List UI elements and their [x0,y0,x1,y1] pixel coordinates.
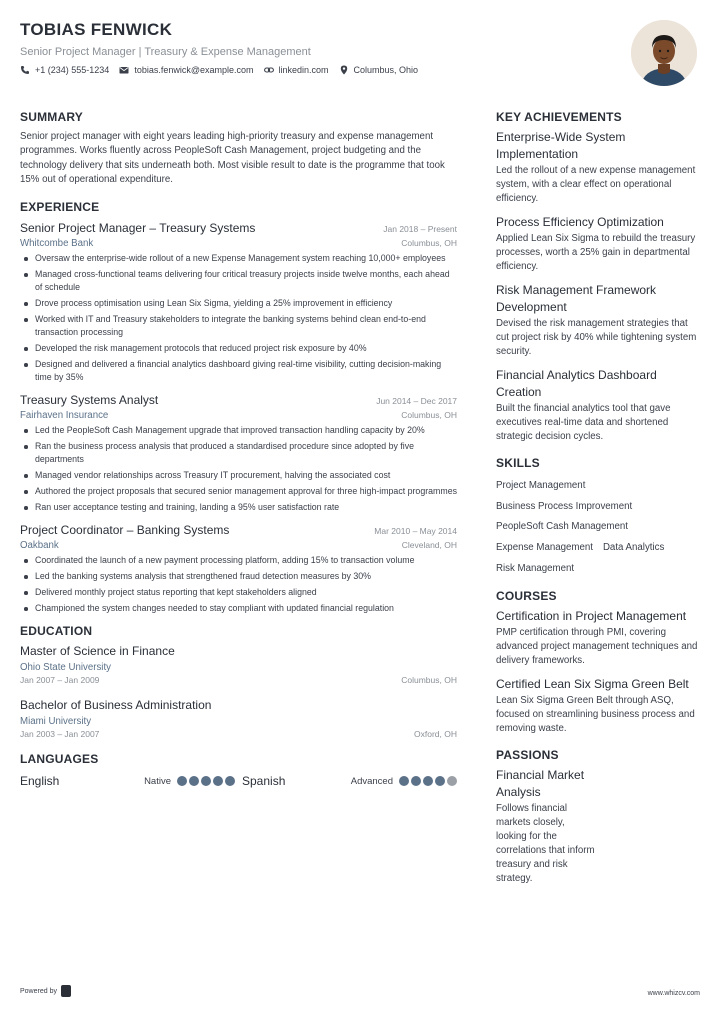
job-location: Columbus, OH [401,410,457,421]
rating-dot-filled [411,776,421,786]
powered-by-label: Powered by [20,987,57,995]
candidate-name: TOBIAS FENWICK [20,20,173,39]
achievement-item [496,214,702,274]
skill-item: PeopleSoft Cash Management [496,521,628,533]
bullet-item: Worked with IT and Treasury stakeholders to integrate the banking systems behind clean end-to-end transaction processing [20,313,457,339]
rating-dot-filled [225,776,235,786]
rating-dot-empty [447,776,457,786]
edu-degree: Master of Science in Finance [20,644,175,659]
job-company: Fairhaven Insurance [20,410,109,422]
passions-heading: PASSIONS [496,747,559,762]
languages-list [20,774,457,788]
bullet-item: Designed and delivered a financial analytics dashboard giving real-time visibility, cutting decision-making time by 35% [20,358,457,384]
language-rating [399,776,457,786]
course-item [496,676,702,736]
edu-location: Columbus, OH [401,675,457,686]
achievement-title: Enterprise-Wide System Implementation [496,130,626,161]
link-icon [264,65,274,75]
bullet-item: Delivered monthly project status reporting that kept stakeholders aligned [20,586,457,599]
edu-school: Ohio State University [20,662,111,674]
language-item [242,774,457,788]
job-bullets [20,252,457,384]
rating-dot-filled [189,776,199,786]
achievement-desc: Built the financial analytics tool that gave executives real-time data and shortened strategic decision cycles. [496,403,671,442]
contact-phone[interactable] [20,65,109,75]
passion-item [496,767,596,886]
bullet-item: Managed cross-functional teams delivering four critical treasury projects inside twelve months, each ahead of schedule [20,268,457,294]
contact-phone-text: +1 (234) 555-1234 [35,65,110,75]
candidate-subtitle: Senior Project Manager | Treasury & Expense Management [20,46,311,58]
job-date: Jun 2014 – Dec 2017 [376,396,457,407]
achievement-desc: Led the rollout of a new expense management system, with a clear effect on operational efficiency. [496,165,696,204]
right-column [496,110,702,886]
summary-heading: SUMMARY [20,110,83,124]
skills-heading: SKILLS [496,456,540,470]
skills-list [496,476,702,580]
edu-degree: Bachelor of Business Administration [20,698,212,713]
job-title: Senior Project Manager – Treasury Systems [20,221,256,236]
avatar-illustration [631,20,697,86]
skill-item: Risk Management [496,562,575,574]
brand-logo-icon [61,985,71,997]
skill-item: Data Analytics [602,542,665,554]
edu-school: Miami University [20,716,92,728]
left-column [20,110,457,788]
language-level: Native [144,775,171,787]
course-desc: Lean Six Sigma Green Belt through ASQ, focused on streamlining business process and removing waste. [496,694,695,734]
education-heading: EDUCATION [20,624,93,639]
achievement-title: Financial Analytics Dashboard Creation [496,368,657,399]
achievement-desc: Applied Lean Six Sigma to rebuild the treasury processes, worth a 25% gain in departmental efficiency. [496,233,696,272]
bullet-item: Coordinated the launch of a new payment processing platform, adding 15% to transaction volume [20,554,457,567]
rating-dot-filled [399,776,409,786]
passion-title: Financial Market Analysis [496,767,585,799]
bullet-item: Oversaw the enterprise-wide rollout of a new Expense Management system reaching 10,000+ employees [20,252,457,265]
job-title: Treasury Systems Analyst [20,393,159,408]
phone-icon [20,65,30,75]
job-location: Columbus, OH [401,238,457,249]
contact-location [339,65,419,75]
language-item [20,774,235,788]
job-location: Cleveland, OH [401,540,457,551]
passion-desc: Follows financial markets closely, looking for the correlations that inform treasury and risk strategy. [496,802,595,884]
achievement-desc: Devised the risk management strategies that cut project risk by 40% while tightening system security. [496,318,697,357]
contact-email[interactable] [119,65,253,75]
bullet-item: Ran user acceptance testing and training, landing a 95% user satisfaction rate [20,501,457,514]
skill-item: Project Management [496,480,586,491]
bullet-item: Managed vendor relationships across Treasury IT procurement, halving the associated cost [20,469,457,482]
edu-location: Oxford, OH [414,729,457,740]
bullet-item: Led the banking systems analysis that strengthened fraud detection measures by 30% [20,570,457,583]
bullet-item: Led the PeopleSoft Cash Management upgrade that improved transaction handling capacity by 20% [20,424,457,437]
bullet-item: Authored the project proposals that secured senior management approval for three high-impact programmes [20,485,457,498]
education-entry [20,644,457,685]
rating-dot-filled [213,776,223,786]
edu-date: Jan 2007 – Jan 2009 [20,675,100,686]
course-item [496,608,702,668]
education-entry [20,698,457,739]
job-entry [20,393,457,514]
email-icon [119,65,129,75]
location-icon [339,65,349,75]
achievement-item [496,129,702,206]
experience-heading: EXPERIENCE [20,200,100,215]
course-title: Certification in Project Management [496,608,687,623]
skill-item: Expense Management [496,542,593,554]
contact-row [20,65,620,75]
job-bullets [20,424,457,514]
footer-site-link[interactable]: www.whizcv.com [647,990,700,997]
achievements-heading: KEY ACHIEVEMENTS [496,110,622,124]
courses-heading: COURSES [496,588,557,603]
bullet-item: Drove process optimisation using Lean Six Sigma, yielding a 25% improvement in efficiency [20,297,457,310]
achievement-item [496,367,702,444]
skill-item: Business Process Improvement [496,500,633,512]
contact-location-text: Columbus, Ohio [353,65,419,75]
achievement-title: Risk Management Framework Development [496,283,657,314]
summary-text: Senior project manager with eight years leading high-priority treasury and expense management programmes. Works fluently across PeopleSoft Cash Management, project budgeting and the technology delivery that sits underneath both. Most visible result to date is the programme that took 15% out of operational expenditure. [20,131,445,185]
job-date: Jan 2018 – Present [383,224,457,235]
contact-email-text: tobias.fenwick@example.com [134,65,254,75]
course-title: Certified Lean Six Sigma Green Belt [496,676,689,691]
language-rating [177,776,235,786]
achievement-title: Process Efficiency Optimization [496,215,664,229]
resume-header [20,20,620,75]
bullet-item: Championed the system changes needed to stay compliant with updated financial regulation [20,602,457,615]
contact-linkedin[interactable] [264,65,329,75]
job-entry [20,523,457,615]
bullet-item: Ran the business process analysis that produced a standardised procedure since adopted by five departments [20,440,457,466]
job-bullets [20,554,457,615]
bullet-item: Developed the risk management protocols that reduced project risk exposure by 40% [20,342,457,355]
language-name: English [20,774,60,789]
job-company: Whitcombe Bank [20,238,94,250]
rating-dot-filled [201,776,211,786]
course-desc: PMP certification through PMI, covering advanced project management techniques and delivery frameworks. [496,626,698,666]
job-company: Oakbank [20,540,59,552]
contact-linkedin-text: linkedin.com [278,65,329,75]
rating-dot-filled [423,776,433,786]
powered-by[interactable] [20,985,71,997]
job-date: Mar 2010 – May 2014 [374,526,457,537]
job-entry [20,221,457,384]
language-name: Spanish [242,774,286,789]
job-title: Project Coordinator – Banking Systems [20,523,230,538]
achievement-item [496,282,702,359]
language-level: Advanced [350,775,393,787]
rating-dot-filled [177,776,187,786]
languages-heading: LANGUAGES [20,752,99,767]
rating-dot-filled [435,776,445,786]
avatar [631,20,697,86]
edu-date: Jan 2003 – Jan 2007 [20,729,100,740]
